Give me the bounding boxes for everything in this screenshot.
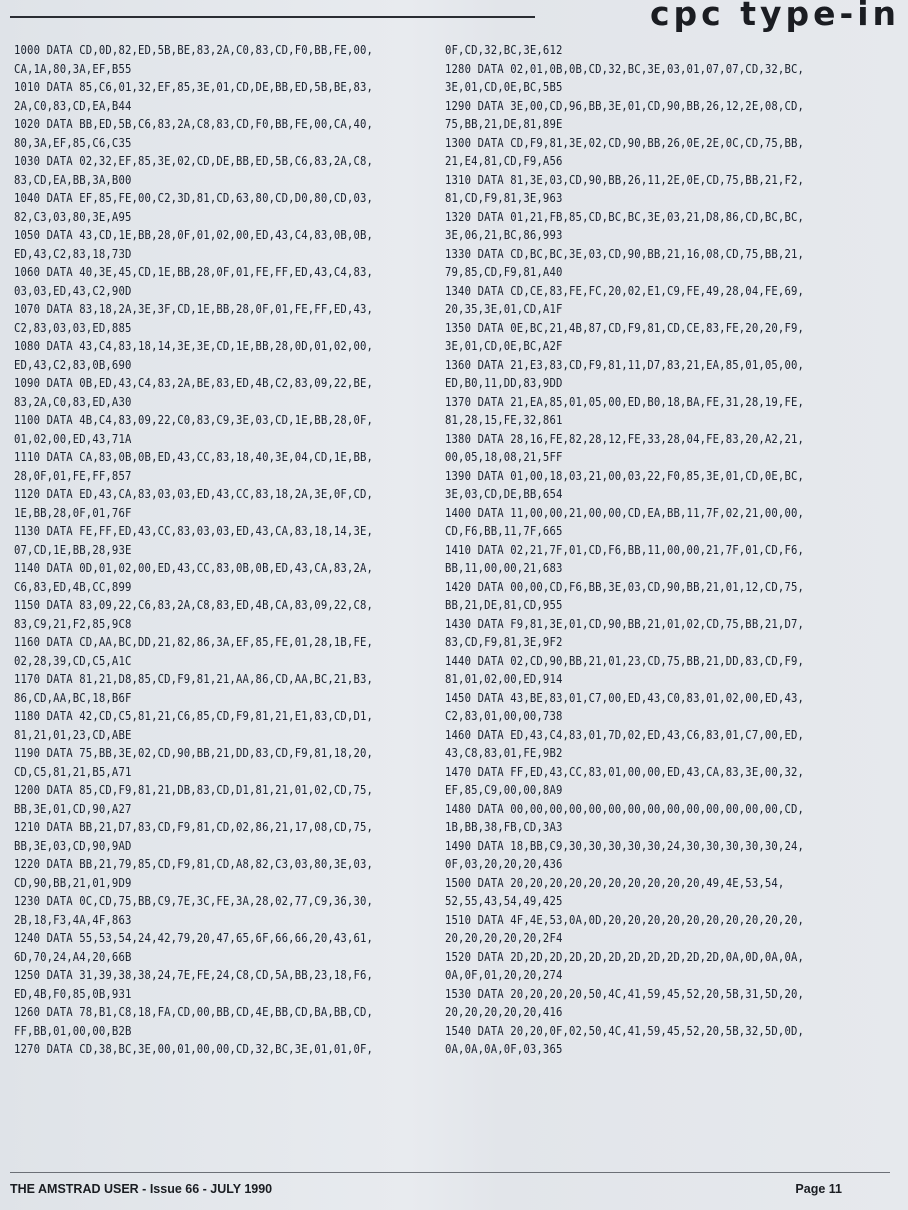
listing-line: 81,CD,F9,81,3E,963 [445,191,563,206]
listing-line: 1130 DATA FE,FF,ED,43,CC,83,03,03,ED,43,CA,83,18,14,3E, [14,524,374,539]
listing-line: 21,E4,81,CD,F9,A56 [445,154,563,169]
listing-line: C2,83,03,03,ED,885 [14,321,132,336]
listing-line: 1520 DATA 2D,2D,2D,2D,2D,2D,2D,2D,2D,2D,2D,0A,0D,0A,0A, [445,950,805,965]
listing-line: 1160 DATA CD,AA,BC,DD,21,82,86,3A,EF,85,FE,01,28,1B,FE, [14,635,374,650]
listing-line: 1480 DATA 00,00,00,00,00,00,00,00,00,00,00,00,00,00,CD, [445,802,805,817]
listing-line: 43,C8,83,01,FE,9B2 [445,746,563,761]
listing-line: 79,85,CD,F9,81,A40 [445,265,563,280]
header-rule [10,16,535,18]
listing-line: 81,28,15,FE,32,861 [445,413,563,428]
footer-rule [10,1172,890,1173]
footer-page-number: Page 11 [795,1182,842,1196]
listing-line: BB,3E,03,CD,90,9AD [14,839,132,854]
listing-line: 1270 DATA CD,38,BC,3E,00,01,00,00,CD,32,BC,3E,01,01,0F, [14,1042,374,1057]
listing-line: 1290 DATA 3E,00,CD,96,BB,3E,01,CD,90,BB,26,12,2E,08,CD, [445,99,805,114]
listing-line: 1230 DATA 0C,CD,75,BB,C9,7E,3C,FE,3A,28,02,77,C9,36,30, [14,894,374,909]
listing-line: 81,01,02,00,ED,914 [445,672,563,687]
listing-line: 2B,18,F3,4A,4F,863 [14,913,132,928]
listing-line: 20,20,20,20,20,2F4 [445,931,563,946]
listing-line: 1170 DATA 81,21,D8,85,CD,F9,81,21,AA,86,CD,AA,BC,21,B3, [14,672,374,687]
listing-line: 1400 DATA 11,00,00,21,00,00,CD,EA,BB,11,7F,02,21,00,00, [445,506,805,521]
listing-line: 1490 DATA 18,BB,C9,30,30,30,30,30,24,30,30,30,30,30,24, [445,839,805,854]
listing-line: 1310 DATA 81,3E,03,CD,90,BB,26,11,2E,0E,CD,75,BB,21,F2, [445,173,805,188]
listing-line: 3E,01,CD,0E,BC,A2F [445,339,563,354]
listing-line: 28,0F,01,FE,FF,857 [14,469,132,484]
listing-line: 1090 DATA 0B,ED,43,C4,83,2A,BE,83,ED,4B,C2,83,09,22,BE, [14,376,374,391]
listing-line: BB,11,00,00,21,683 [445,561,563,576]
listing-line: 1200 DATA 85,CD,F9,81,21,DB,83,CD,D1,81,21,01,02,CD,75, [14,783,374,798]
listing-line: 1210 DATA BB,21,D7,83,CD,F9,81,CD,02,86,21,17,08,CD,75, [14,820,374,835]
listing-line: 0F,03,20,20,20,436 [445,857,563,872]
listing-line: 1190 DATA 75,BB,3E,02,CD,90,BB,21,DD,83,CD,F9,81,18,20, [14,746,374,761]
listing-line: 20,35,3E,01,CD,A1F [445,302,563,317]
listing-line: 1040 DATA EF,85,FE,00,C2,3D,81,CD,63,80,CD,D0,80,CD,03, [14,191,374,206]
listing-line: 6D,70,24,A4,20,66B [14,950,132,965]
listing-line: 01,02,00,ED,43,71A [14,432,132,447]
listing-line: 3E,03,CD,DE,BB,654 [445,487,563,502]
listing-line: 1110 DATA CA,83,0B,0B,ED,43,CC,83,18,40,3E,04,CD,1E,BB, [14,450,374,465]
listing-right-column [445,40,850,1058]
listing-line: 1020 DATA BB,ED,5B,C6,83,2A,C8,83,CD,F0,BB,FE,00,CA,40, [14,117,374,132]
listing-line: 75,BB,21,DE,81,89E [445,117,563,132]
listing-line: 1470 DATA FF,ED,43,CC,83,01,00,00,ED,43,CA,83,3E,00,32, [445,765,805,780]
listing-line: 07,CD,1E,BB,28,93E [14,543,132,558]
listing-line: ED,43,C2,83,18,73D [14,247,132,262]
listing-line: CD,F6,BB,11,7F,665 [445,524,563,539]
listing-line: 1280 DATA 02,01,0B,0B,CD,32,BC,3E,03,01,07,07,CD,32,BC, [445,62,805,77]
listing-line: 1420 DATA 00,00,CD,F6,BB,3E,03,CD,90,BB,21,01,12,CD,75, [445,580,805,595]
listing-line: 1380 DATA 28,16,FE,82,28,12,FE,33,28,04,FE,83,20,A2,21, [445,432,805,447]
listing-line: 03,03,ED,43,C2,90D [14,284,132,299]
listing-line: 1340 DATA CD,CE,83,FE,FC,20,02,E1,C9,FE,49,28,04,FE,69, [445,284,805,299]
section-title: cpc type-in [649,0,900,33]
listing-line: 1070 DATA 83,18,2A,3E,3F,CD,1E,BB,28,0F,01,FE,FF,ED,43, [14,302,374,317]
listing-line: 1240 DATA 55,53,54,24,42,79,20,47,65,6F,66,66,20,43,61, [14,931,374,946]
listing-line: 1B,BB,38,FB,CD,3A3 [445,820,563,835]
listing-line: 1430 DATA F9,81,3E,01,CD,90,BB,21,01,02,CD,75,BB,21,D7, [445,617,805,632]
listing-line: 1350 DATA 0E,BC,21,4B,87,CD,F9,81,CD,CE,83,FE,20,20,F9, [445,321,805,336]
listing-line: 3E,06,21,BC,86,993 [445,228,563,243]
listing-line: 2A,C0,83,CD,EA,B44 [14,99,132,114]
listing-line: ED,B0,11,DD,83,9DD [445,376,563,391]
listing-line: 0F,CD,32,BC,3E,612 [445,43,563,58]
listing-line: 1220 DATA BB,21,79,85,CD,F9,81,CD,A8,82,C3,03,80,3E,03, [14,857,374,872]
listing-line: 1390 DATA 01,00,18,03,21,00,03,22,F0,85,3E,01,CD,0E,BC, [445,469,805,484]
listing-line: CD,C5,81,21,B5,A71 [14,765,132,780]
listing-line: 0A,0F,01,20,20,274 [445,968,563,983]
listing-line: 1060 DATA 40,3E,45,CD,1E,BB,28,0F,01,FE,FF,ED,43,C4,83, [14,265,374,280]
listing-line: 1010 DATA 85,C6,01,32,EF,85,3E,01,CD,DE,BB,ED,5B,BE,83, [14,80,374,95]
listing-line: 20,20,20,20,20,416 [445,1005,563,1020]
listing-line: 1140 DATA 0D,01,02,00,ED,43,CC,83,0B,0B,ED,43,CA,83,2A, [14,561,374,576]
listing-line: 52,55,43,54,49,425 [445,894,563,909]
listing-line: 1300 DATA CD,F9,81,3E,02,CD,90,BB,26,0E,2E,0C,CD,75,BB, [445,136,805,151]
listing-line: ED,4B,F0,85,0B,931 [14,987,132,1002]
listing-line: 1100 DATA 4B,C4,83,09,22,C0,83,C9,3E,03,CD,1E,BB,28,0F, [14,413,374,428]
listing-line: 1000 DATA CD,0D,82,ED,5B,BE,83,2A,C0,83,CD,F0,BB,FE,00, [14,43,374,58]
listing-line: 1500 DATA 20,20,20,20,20,20,20,20,20,20,49,4E,53,54, [445,876,785,891]
listing-line: 1410 DATA 02,21,7F,01,CD,F6,BB,11,00,00,21,7F,01,CD,F6, [445,543,805,558]
listing-line: 1530 DATA 20,20,20,20,50,4C,41,59,45,52,20,5B,31,5D,20, [445,987,805,1002]
listing-line: 81,21,01,23,CD,ABE [14,728,132,743]
listing-line: 83,2A,C0,83,ED,A30 [14,395,132,410]
listing-line: 1440 DATA 02,CD,90,BB,21,01,23,CD,75,BB,21,DD,83,CD,F9, [445,654,805,669]
listing-line: 1320 DATA 01,21,FB,85,CD,BC,BC,3E,03,21,D8,86,CD,BC,BC, [445,210,805,225]
listing-line: 1330 DATA CD,BC,BC,3E,03,CD,90,BB,21,16,08,CD,75,BB,21, [445,247,805,262]
listing-line: 83,C9,21,F2,85,9C8 [14,617,132,632]
listing-line: CD,90,BB,21,01,9D9 [14,876,132,891]
listing-line: BB,21,DE,81,CD,955 [445,598,563,613]
listing-line: 00,05,18,08,21,5FF [445,450,563,465]
footer-publication: THE AMSTRAD USER - Issue 66 - JULY 1990 [10,1182,273,1196]
listing-line: 1540 DATA 20,20,0F,02,50,4C,41,59,45,52,20,5B,32,5D,0D, [445,1024,805,1039]
listing-line: 3E,01,CD,0E,BC,5B5 [445,80,563,95]
listing-line: 1450 DATA 43,BE,83,01,C7,00,ED,43,C0,83,01,02,00,ED,43, [445,691,805,706]
listing-line: ED,43,C2,83,0B,690 [14,358,132,373]
listing-left-column [14,40,419,1058]
listing-line: C2,83,01,00,00,738 [445,709,563,724]
listing-line: 1370 DATA 21,EA,85,01,05,00,ED,B0,18,BA,FE,31,28,19,FE, [445,395,805,410]
listing-line: 1E,BB,28,0F,01,76F [14,506,132,521]
listing-line: 1080 DATA 43,C4,83,18,14,3E,3E,CD,1E,BB,28,0D,01,02,00, [14,339,374,354]
listing-line: 1180 DATA 42,CD,C5,81,21,C6,85,CD,F9,81,21,E1,83,CD,D1, [14,709,374,724]
listing-line: 1250 DATA 31,39,38,38,24,7E,FE,24,C8,CD,5A,BB,23,18,F6, [14,968,374,983]
listing-line: 1030 DATA 02,32,EF,85,3E,02,CD,DE,BB,ED,5B,C6,83,2A,C8, [14,154,374,169]
listing-line: C6,83,ED,4B,CC,899 [14,580,132,595]
listing-line: 1460 DATA ED,43,C4,83,01,7D,02,ED,43,C6,83,01,C7,00,ED, [445,728,805,743]
listing-line: 1510 DATA 4F,4E,53,0A,0D,20,20,20,20,20,20,20,20,20,20, [445,913,805,928]
listing-line: BB,3E,01,CD,90,A27 [14,802,132,817]
listing-line: 80,3A,EF,85,C6,C35 [14,136,132,151]
listing-line: 1360 DATA 21,E3,83,CD,F9,81,11,D7,83,21,EA,85,01,05,00, [445,358,805,373]
listing-line: CA,1A,80,3A,EF,B55 [14,62,132,77]
listing-line: 1260 DATA 78,B1,C8,18,FA,CD,00,BB,CD,4E,BB,CD,BA,BB,CD, [14,1005,374,1020]
listing-line: 82,C3,03,80,3E,A95 [14,210,132,225]
listing-line: 0A,0A,0A,0F,03,365 [445,1042,563,1057]
listing-line: 1120 DATA ED,43,CA,83,03,03,ED,43,CC,83,18,2A,3E,0F,CD, [14,487,374,502]
listing-line: 86,CD,AA,BC,18,B6F [14,691,132,706]
listing-line: 02,28,39,CD,C5,A1C [14,654,132,669]
listing-line: EF,85,C9,00,00,8A9 [445,783,563,798]
listing-line: 83,CD,F9,81,3E,9F2 [445,635,563,650]
listing-line: 1050 DATA 43,CD,1E,BB,28,0F,01,02,00,ED,43,C4,83,0B,0B, [14,228,374,243]
listing-line: 1150 DATA 83,09,22,C6,83,2A,C8,83,ED,4B,CA,83,09,22,C8, [14,598,374,613]
listing-line: FF,BB,01,00,00,B2B [14,1024,132,1039]
listing-line: 83,CD,EA,BB,3A,B00 [14,173,132,188]
